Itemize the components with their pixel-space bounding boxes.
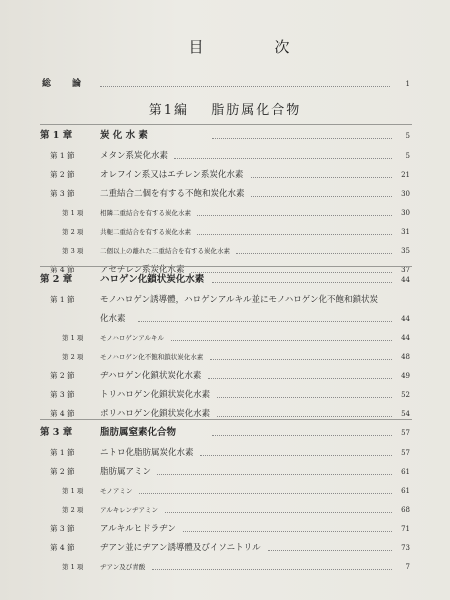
- section-label: 第 3 節: [50, 189, 75, 198]
- subsection-row: [0, 502, 450, 518]
- subsection-row: [0, 243, 450, 259]
- part-number: 第1編: [148, 103, 190, 118]
- subsection-page: 68: [401, 506, 410, 514]
- section-title: メタン系炭化水素: [100, 151, 169, 161]
- section-title: トリハロゲン化鎖状炭化水素: [100, 390, 211, 400]
- part-title: 脂肪属化合物: [211, 103, 302, 118]
- subsection-row: [0, 349, 450, 365]
- chapter-page: 44: [401, 276, 410, 284]
- leader-dots: [183, 530, 393, 532]
- chapter-label: 第 3 章: [40, 427, 73, 438]
- leader-dots: [212, 281, 392, 283]
- subsection-title: ヂアン及び青酸: [100, 563, 146, 571]
- section-page: 30: [401, 190, 410, 198]
- leader-dots: [210, 358, 392, 360]
- chapter-row: [0, 425, 450, 441]
- leader-dots: [217, 396, 393, 398]
- leader-dots: [174, 157, 392, 159]
- chapter-label: 第 2 章: [40, 274, 73, 285]
- chapter-page: 5: [405, 132, 410, 140]
- subsection-title: アルキレンヂアミン: [100, 506, 159, 514]
- section-page: 52: [401, 391, 410, 399]
- leader-dots: [200, 454, 393, 456]
- section-row: [0, 167, 450, 183]
- section-page: 44: [401, 315, 410, 323]
- subsection-page: 30: [401, 209, 410, 217]
- subsection-row: [0, 330, 450, 346]
- divider: [40, 266, 412, 267]
- chapter-page: 57: [401, 429, 410, 437]
- leader-dots: [152, 568, 393, 570]
- section-page: 49: [401, 372, 410, 380]
- section-row-continued: [0, 311, 450, 327]
- leader-dots: [171, 339, 392, 341]
- leader-dots: [100, 85, 390, 87]
- subsection-label: 第 1 項: [62, 334, 84, 342]
- subsection-label: 第 1 項: [62, 209, 84, 217]
- section-title: オレフイン系又はエチレン系炭化水素: [100, 170, 244, 180]
- section-label: 第 2 節: [50, 467, 75, 476]
- subsection-page: 48: [401, 353, 410, 361]
- subsection-page: 61: [401, 487, 410, 495]
- leader-dots: [157, 473, 392, 475]
- subsection-label: 第 3 項: [62, 247, 84, 255]
- section-label: 第 2 節: [50, 170, 75, 179]
- section-title: ポリハロゲン化鎖状炭化水素: [100, 409, 211, 419]
- section-page: 5: [405, 152, 410, 160]
- section-row: [0, 521, 450, 537]
- section-page: 73: [401, 544, 410, 552]
- leader-dots: [268, 549, 393, 551]
- divider: [40, 419, 412, 420]
- subsection-label: 第 1 項: [62, 563, 84, 571]
- subsection-title: モノアミン: [100, 487, 133, 495]
- section-title: ニトロ化脂肪属炭化水素: [100, 448, 194, 458]
- toc-overview-row: [0, 76, 450, 92]
- subsection-label: 第 2 項: [62, 506, 84, 514]
- section-row: [0, 464, 450, 480]
- subsection-row: [0, 205, 450, 221]
- overview-label: 総 論: [42, 79, 88, 89]
- leader-dots: [251, 195, 393, 197]
- subsection-title: モノハロゲンアルキル: [100, 334, 164, 342]
- section-label: 第 1 節: [50, 151, 75, 160]
- leader-dots: [251, 176, 393, 178]
- subsection-title: 二個以上の離れた二重結合を有する炭化水素: [100, 247, 230, 255]
- chapter-row: [0, 128, 450, 144]
- leader-dots: [197, 214, 392, 216]
- part-heading: [0, 99, 450, 118]
- subsection-row: [0, 559, 450, 575]
- section-label: 第 4 節: [50, 543, 75, 552]
- subsection-title: 共軛二重結合を有する炭化水素: [100, 228, 191, 236]
- overview-page: 1: [405, 80, 410, 88]
- leader-dots: [208, 377, 392, 379]
- section-row: [0, 186, 450, 202]
- chapter-row: [0, 272, 450, 288]
- subsection-page: 7: [405, 563, 410, 571]
- leader-dots: [212, 434, 392, 436]
- section-label: 第 4 節: [50, 265, 75, 274]
- chapter-title: 脂肪属窒素化合物: [100, 427, 177, 438]
- chapter-title: ハロゲン化鎖状炭化水素: [100, 274, 205, 285]
- divider: [40, 124, 412, 125]
- section-row: [0, 540, 450, 556]
- section-title-continued: 化水素: [100, 314, 126, 324]
- section-page: 61: [401, 468, 410, 476]
- chapter-label: 第 1 章: [40, 130, 73, 141]
- section-title: ヂアン並にヂアン誘導體及びイソニトリル: [100, 543, 261, 553]
- section-title: アルキルヒドラヂン: [100, 524, 176, 534]
- section-page: 57: [401, 449, 410, 457]
- section-title: モノハロゲン誘導體，ハロゲンアルキル並にモノハロゲン化不飽和鎖状炭: [100, 295, 379, 305]
- section-row: [0, 387, 450, 403]
- section-title: 二重結合二個を有する不飽和炭化水素: [100, 189, 245, 199]
- section-label: 第 4 節: [50, 409, 75, 418]
- leader-dots: [236, 252, 392, 254]
- section-page: 21: [401, 171, 410, 179]
- subsection-page: 44: [401, 334, 410, 342]
- chapter-title: 炭 化 水 素: [100, 130, 148, 141]
- leader-dots: [217, 415, 393, 417]
- section-page: 71: [401, 525, 410, 533]
- subsection-title: モノハロゲン化不飽和鎖状炭化水素: [100, 353, 204, 361]
- section-row: [0, 445, 450, 461]
- subsection-row: [0, 224, 450, 240]
- subsection-row: [0, 483, 450, 499]
- section-row: [0, 368, 450, 384]
- page-title: 目 次: [188, 38, 318, 56]
- section-label: 第 3 節: [50, 390, 75, 399]
- section-title: 脂肪属アミン: [100, 467, 152, 477]
- subsection-page: 31: [401, 228, 410, 236]
- section-title: アセチレン系炭化水素: [100, 265, 185, 275]
- section-label: 第 2 節: [50, 371, 75, 380]
- section-label: 第 1 節: [50, 448, 75, 457]
- section-label: 第 3 節: [50, 524, 75, 533]
- section-row: [0, 292, 450, 308]
- section-page: 37: [401, 266, 410, 274]
- section-row: [0, 148, 450, 164]
- subsection-label: 第 2 項: [62, 353, 84, 361]
- subsection-label: 第 1 項: [62, 487, 84, 495]
- section-label: 第 1 節: [50, 295, 75, 304]
- leader-dots: [165, 511, 393, 513]
- leader-dots: [212, 137, 392, 139]
- subsection-title: 相隣二重結合を有する炭化水素: [100, 209, 191, 217]
- section-page: 54: [401, 410, 410, 418]
- leader-dots: [138, 320, 392, 322]
- subsection-label: 第 2 項: [62, 228, 84, 236]
- leader-dots: [197, 233, 392, 235]
- subsection-page: 35: [401, 247, 410, 255]
- section-title: ヂハロゲン化鎖状炭化水素: [100, 371, 202, 381]
- leader-dots: [139, 492, 393, 494]
